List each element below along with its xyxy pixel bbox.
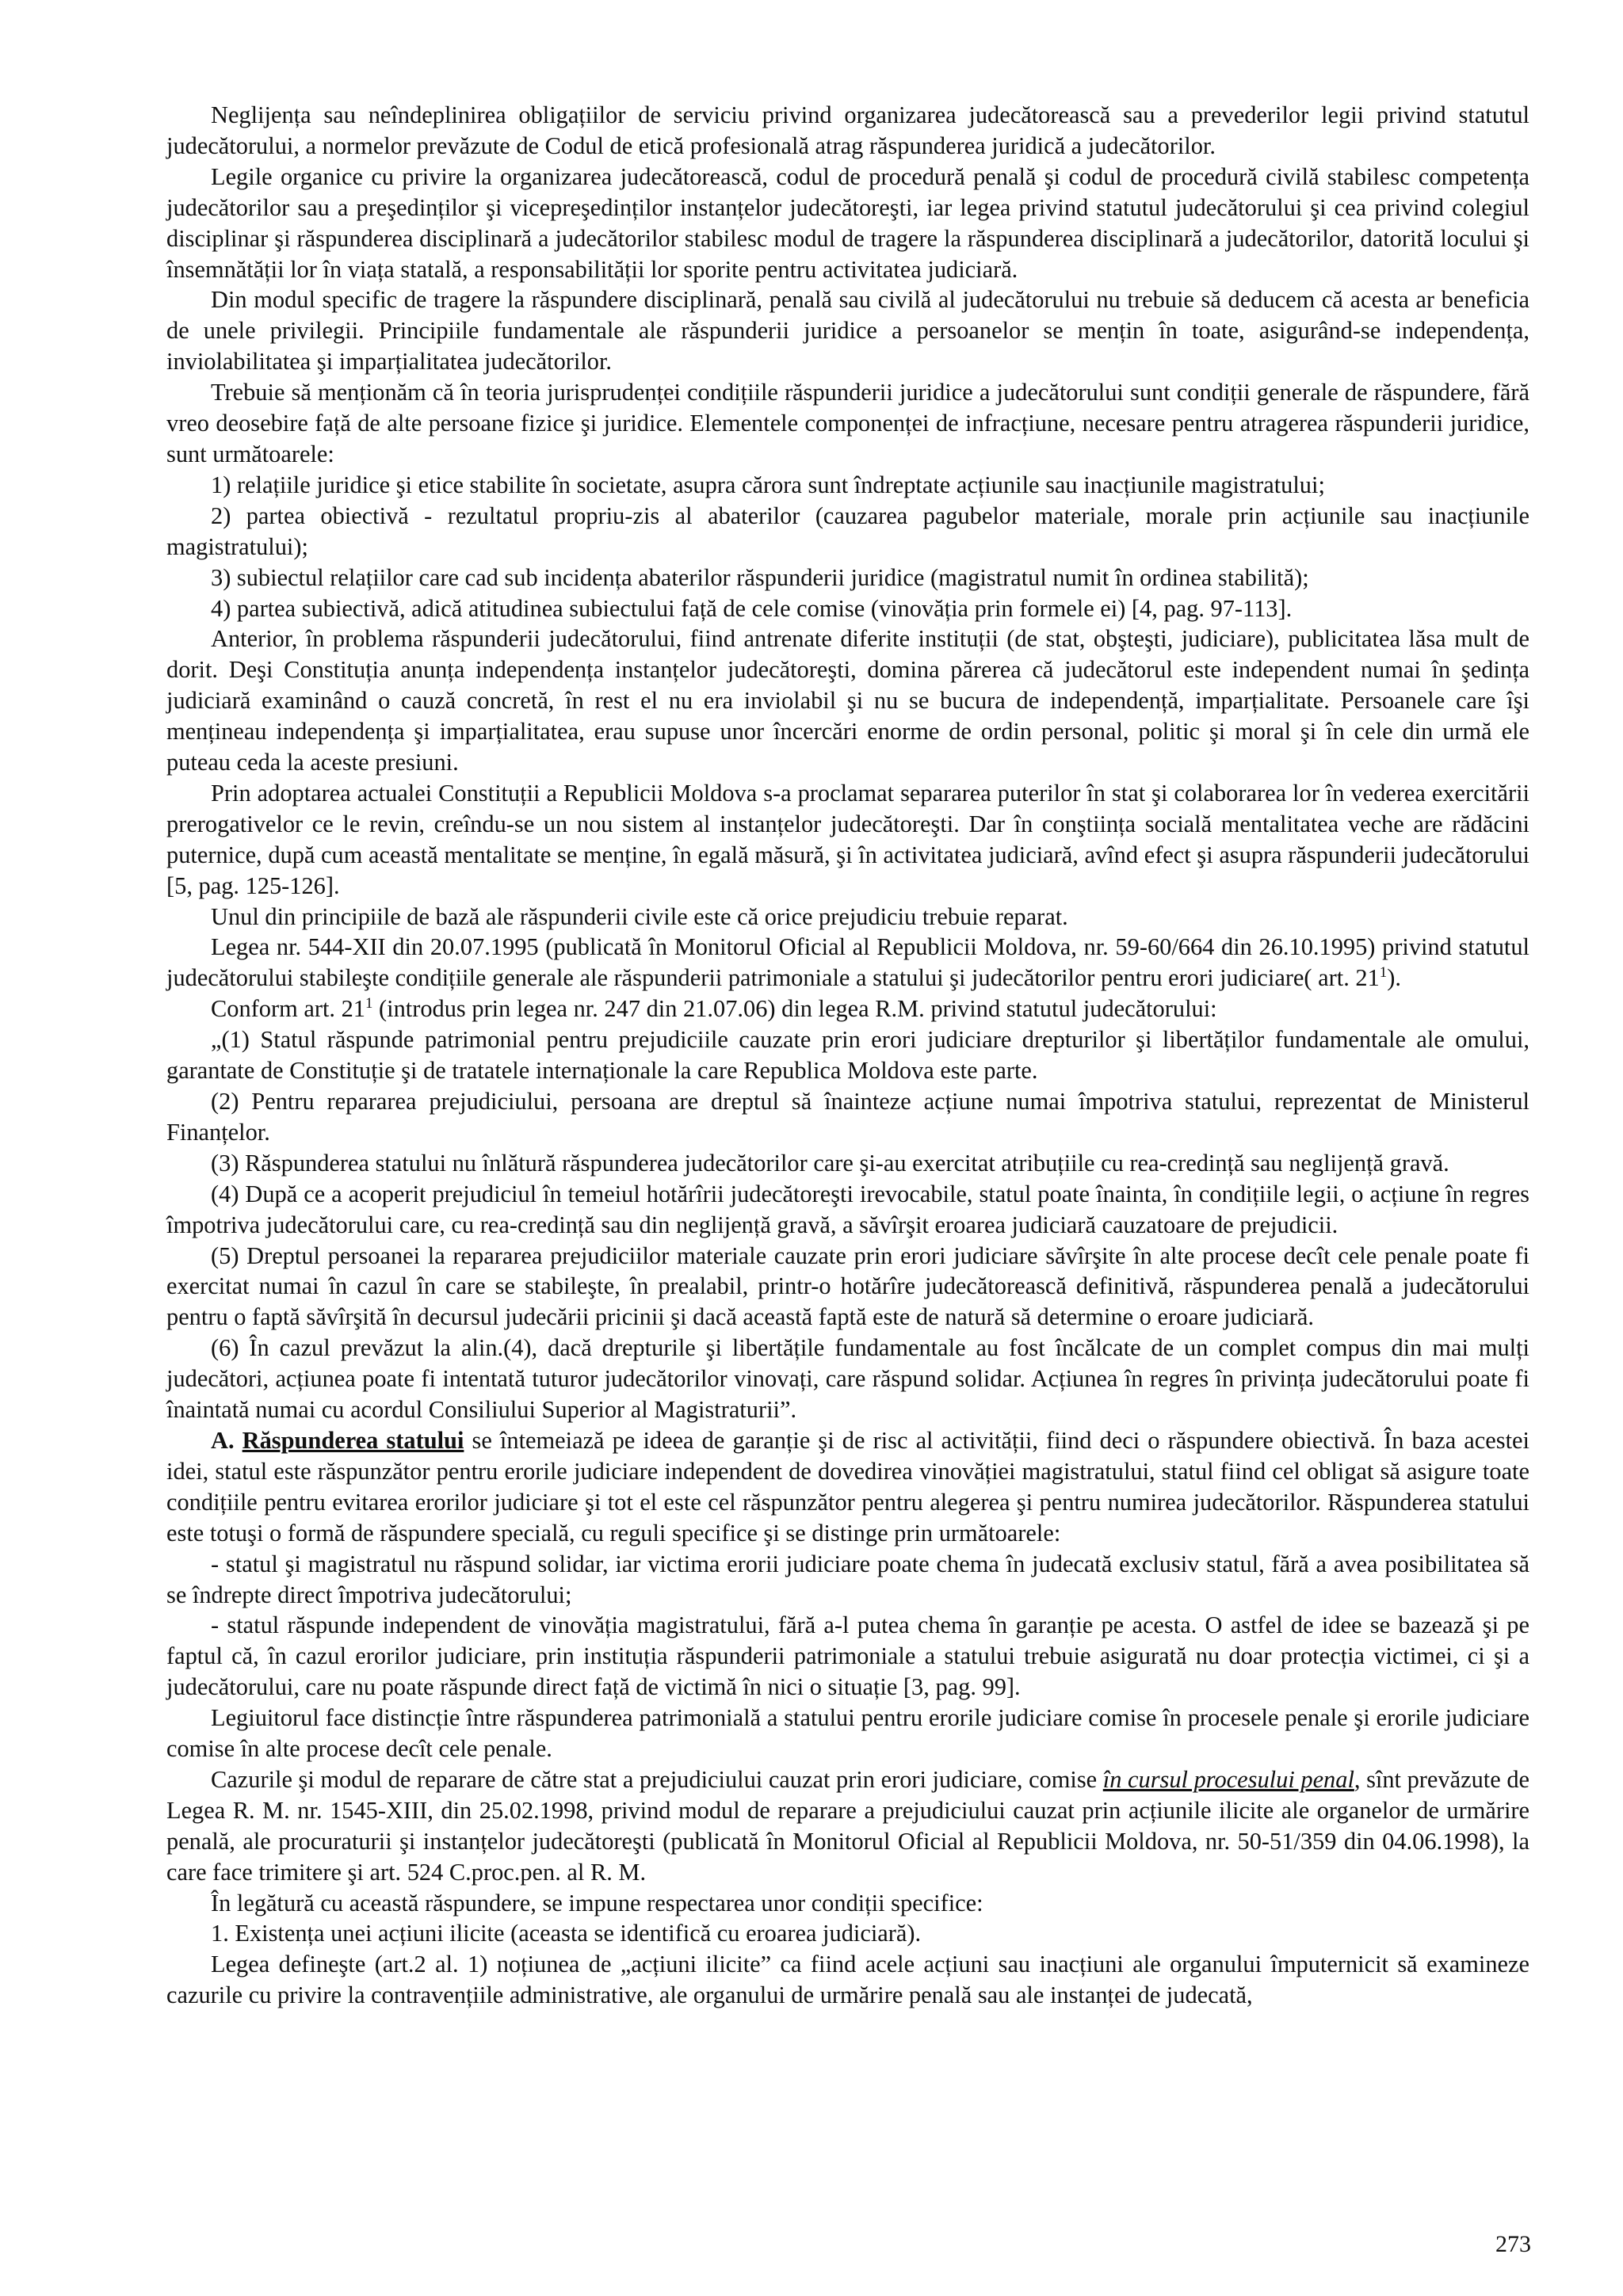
paragraph-text: (introdus prin legea nr. 247 din 21.07.06) din legea R.M. privind statutul judecătorului: (372, 995, 1217, 1023)
paragraph-text: Legea nr. 544-XII din 20.07.1995 (publicată în Monitorul Oficial al Republicii Moldova, nr. 59-60/664 din 26.10.1995) privind statutul judecătorului stabileşte condițiile generale ale răspunderii patrimoniale a statului şi judecătorilor pentru erori judiciare( art. 21 (166, 933, 1529, 992)
paragraph-text: ). (1387, 964, 1401, 992)
document-page (166, 100, 1529, 2011)
section-heading: Răspunderea statului (242, 1426, 464, 1454)
paragraph: În legătură cu această răspundere, se impune respectarea unor condiții specifice: (211, 1889, 983, 1917)
paragraph (166, 1764, 1529, 1888)
quote-paragraph: „(1) Statul răspunde patrimonial pentru prejudiciile cauzate prin erori judiciare drepturilor şi libertăților fundamentale ale omului, garantate de Constituție şi de tratatele internaționale la care Republica Moldova este parte. (166, 1026, 1529, 1085)
list-item: 4) partea subiectivă, adică atitudinea subiectului față de cele comise (vinovăția prin formele ei) [4, pag. 97-113]. (211, 594, 1293, 622)
list-item: 1) relațiile juridice şi etice stabilite în societate, asupra cărora sunt îndreptate acțiunile sau inacțiunile magistratului; (211, 471, 1325, 498)
list-item: 3) subiectul relațiilor care cad sub incidența abaterilor răspunderii juridice (magistratul numit în ordinea stabilită); (211, 563, 1309, 591)
paragraph-text: Cazurile şi modul de reparare de către stat a prejudiciului cauzat prin erori judiciare, comise (211, 1765, 1103, 1793)
paragraph: Anterior, în problema răspunderii judecătorului, fiind antrenate diferite instituții (de stat, obşteşti, judiciare), publicitatea lăsa mult de dorit. Deşi Constituția anunța independența instanțelor judecătoreşti, domina părerea că judecătorul este independent numai în şedința judiciară examinând o cauză concretă, în rest el nu era inviolabil şi nu se bucura de independență, imparțialitate. Persoanele care îşi mențineau independența şi imparțialitatea, erau supuse unor încercări enorme de ordin personal, politic şi moral şi în cele din urmă ele puteau ceda la aceste presiuni. (166, 625, 1529, 776)
superscript: 1 (1379, 964, 1388, 982)
quote-paragraph: (5) Dreptul persoanei la repararea prejudiciilor materiale cauzate prin erori judiciare săvîrşite în alte procese decît cele penale poate fi exercitat numai în cazul în care se stabileşte, în prealabil, printr-o hotărîre judecătorească definitivă, răspunderea penală a judecătorului pentru o faptă săvîrşită în decursul judecării pricinii şi dacă această faptă este de natură să determine o eroare judiciară. (166, 1241, 1529, 1331)
quote-paragraph: (6) În cazul prevăzut la alin.(4), dacă drepturile şi libertățile fundamentale au fost încălcate de un complet compus din mai mulți judecători, acțiunea poate fi intentată tuturor judecătorilor vinovați, care răspund solidar. Acțiunea în regres în privința judecătorului poate fi înaintată numai cu acordul Consiliului Superior al Magistraturii”. (166, 1334, 1529, 1424)
list-item: - statul şi magistratul nu răspund solidar, iar victima erorii judiciare poate chema în judecată exclusiv statul, fără a avea posibilitatea să se îndrepte direct împotriva judecătorului; (166, 1550, 1529, 1608)
quote-paragraph: (3) Răspunderea statului nu înlătură răspunderea judecătorilor care şi-au exercitat atribuțiile cu rea-credință sau neglijență gravă. (211, 1149, 1449, 1177)
list-item: - statul răspunde independent de vinovăția magistratului, fără a-l putea chema în garanție pe acesta. O astfel de idee se bazează şi pe faptul că, în cazul erorilor judiciare, prin instituția răspunderii patrimoniale a statului trebuie asigurată nu doar protecția victimei, ci şi a judecătorului, care nu poate răspunde direct față de victimă în nici o situație [3, pag. 99]. (166, 1611, 1529, 1701)
paragraph: Legiuitorul face distincție între răspunderea patrimonială a statului pentru erorile judiciare comise în procesele penale şi erorile judiciare comise în alte procese decît cele penale. (166, 1704, 1529, 1763)
paragraph: Unul din principiile de bază ale răspunderii civile este că orice prejudiciu trebuie reparat. (211, 902, 1068, 930)
page-number: 273 (1495, 2231, 1531, 2257)
paragraph (166, 994, 1529, 1024)
list-item: 1. Existența unei acțiuni ilicite (aceasta se identifică cu eroarea judiciară). (211, 1920, 922, 1947)
section-letter: A. (211, 1426, 242, 1454)
paragraph-text: Conform art. 21 (211, 995, 365, 1023)
paragraph-text: se întemeiază pe ideea de garanție şi de risc al activității, fiind deci o răspundere obiectivă. În baza acestei idei, statul este răspunzător pentru erorile judiciare independent de dovedirea vinovăției magistratului, statul fiind cel obligat să asigure toate condițiile pentru evitarea erorilor judiciare şi tot el este cel răspunzător pentru alegerea şi pentru numirea judecătorilor. Răspunderea statului este totuşi o formă de răspundere specială, cu reguli specifice şi se distinge prin următoarele: (166, 1426, 1529, 1547)
paragraph-text: , sînt prevăzute de Legea R. M. nr. 1545-XIII, din 25.02.1998, privind modul de reparare a prejudiciului cauzat prin acțiunile ilicite ale organelor de urmărire penală, ale procuraturii şi instanțelor judecătoreşti (publicată în Monitorul Oficial al Republicii Moldova, nr. 50-51/359 din 04.06.1998), la care face trimitere şi art. 524 C.proc.pen. al R. M. (166, 1765, 1530, 1886)
list-item: 2) partea obiectivă - rezultatul propriu-zis al abaterilor (cauzarea pagubelor materiale, morale prin acțiunile sau inacțiunile magistratului); (166, 502, 1529, 560)
paragraph: Din modul specific de tragere la răspundere disciplinară, penală sau civilă al judecătorului nu trebuie să deducem că acesta ar beneficia de unele privilegii. Principiile fundamentale ale răspunderii juridice a persoanelor se mențin în toate, asigurând-se independența, inviolabilitatea şi imparțialitatea judecătorilor. (166, 286, 1529, 376)
quote-paragraph: (4) După ce a acoperit prejudiciul în temeiul hotărîrii judecătoreşti irevocabile, statul poate înainta, în condițiile legii, o acțiune în regres împotriva judecătorului care, cu rea-credință sau din neglijență gravă, a săvîrşit eroarea judiciară cauzatoare de prejudicii. (166, 1180, 1529, 1238)
paragraph: Neglijența sau neîndeplinirea obligațiilor de serviciu privind organizarea judecătorească sau a prevederilor legii privind statutul judecătorului, a normelor prevăzute de Codul de etică profesională atrag răspunderea juridică a judecătorilor. (166, 101, 1529, 159)
superscript: 1 (365, 995, 373, 1013)
paragraph: Trebuie să menționăm că în teoria jurisprudenței condițiile răspunderii juridice a judecătorului sunt condiții generale de răspundere, fără vreo deosebire față de alte persoane fizice şi juridice. Elementele componenței de infracțiune, necesare pentru atragerea răspunderii juridice, sunt următoarele: (166, 379, 1529, 467)
section-paragraph (166, 1425, 1529, 1549)
quote-paragraph: (2) Pentru repararea prejudiciului, persoana are dreptul să înainteze acțiune numai împotriva statului, reprezentat de Ministerul Finanțelor. (166, 1088, 1529, 1146)
paragraph: Legile organice cu privire la organizarea judecătorească, codul de procedură penală şi codul de procedură civilă stabilesc competența judecătorilor sau a preşedinților şi vicepreşedinților instanțelor judecătoreşti, iar legea privind statutul judecătorului şi cea privind colegiul disciplinar şi răspunderea disciplinară a judecătorilor stabilesc modul de tragere la răspunderea disciplinară a judecătorilor, datorită locului şi însemnătății lor în viața statală, a responsabilității lor sporite pentru activitatea judiciară. (166, 162, 1529, 283)
paragraph (166, 932, 1529, 994)
paragraph: Prin adoptarea actualei Constituții a Republicii Moldova s-a proclamat separarea puterilor în stat şi colaborarea lor în vederea exercitării prerogativelor ce le revin, creîndu-se un nou sistem al instanțelor judecătoreşti. Dar în conştiința socială mentalitatea veche are rădăcini puternice, după cum această mentalitate se menține, în egală măsură, şi în activitatea judiciară, avînd efect şi asupra răspunderii judecătorului [5, pag. 125-126]. (166, 779, 1529, 899)
paragraph: Legea defineşte (art.2 al. 1) noțiunea de „acțiuni ilicite” ca fiind acele acțiuni sau inacțiuni ale organului împuternicit să examineze cazurile cu privire la contravențiile administrative, ale organului de urmărire penală sau ale instanței de judecată, (166, 1951, 1529, 2009)
emphasis-text: în cursul procesului penal (1102, 1765, 1354, 1793)
